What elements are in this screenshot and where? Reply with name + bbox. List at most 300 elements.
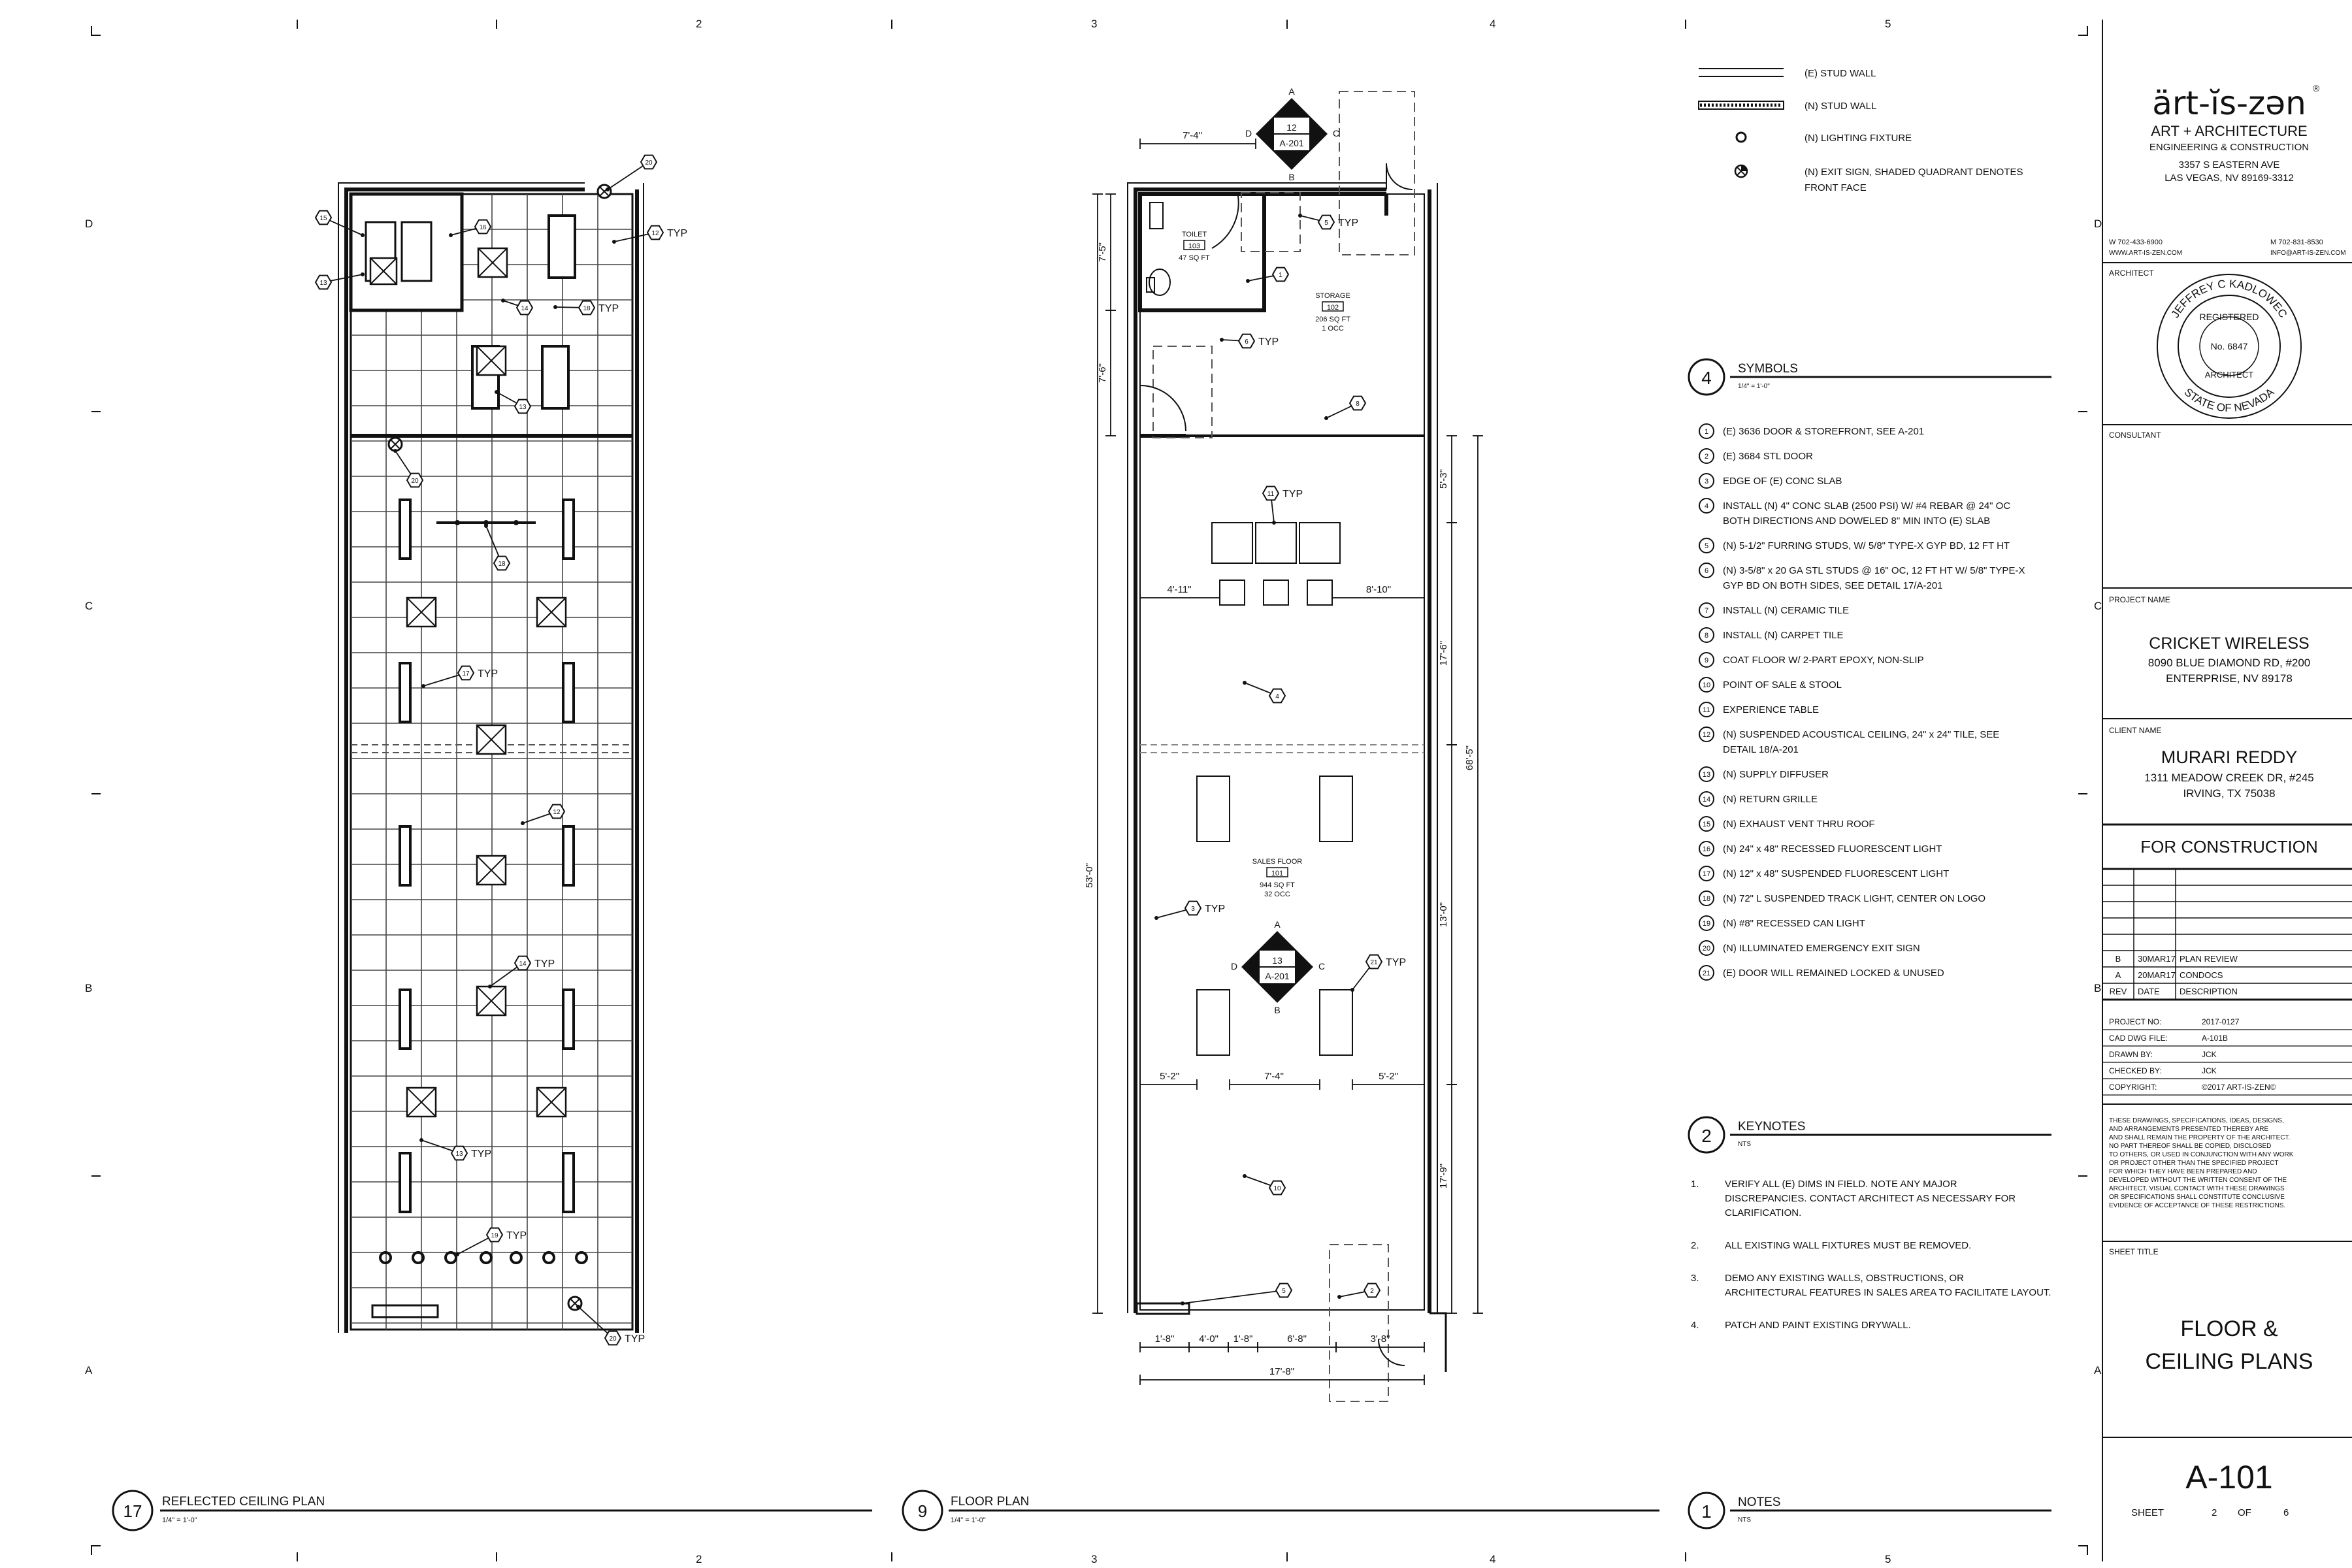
room-sales-floor (1252, 858, 1302, 898)
sheet-count-current: 2 (2212, 1507, 2217, 1518)
symbol-text: (E) DOOR WILL REMAINED LOCKED & UNUSED (1723, 968, 1944, 979)
recessed-light (549, 216, 575, 278)
keynote-number: 1. (1691, 1179, 1699, 1190)
keynote-text: ALL EXISTING WALL FIXTURES MUST BE REMOVED. (1725, 1240, 1972, 1251)
symbol-text: (N) EXHAUST VENT THRU ROOF (1723, 819, 1875, 830)
firm-logo-registered: ® (2313, 83, 2320, 93)
suspended-fluorescent-light (400, 500, 410, 559)
leader-dot (361, 233, 365, 237)
symbol-number: 5 (1704, 542, 1709, 550)
disclaimer-line: THESE DRAWINGS, SPECIFICATIONS, IDEAS, DESIGNS, (2109, 1117, 2284, 1124)
room-sales-occ: 32 OCC (1264, 890, 1290, 898)
architect-label: ARCHITECT (2109, 269, 2154, 278)
symbol-text: EXPERIENCE TABLE (1723, 704, 1819, 715)
callout-13-a: A (1274, 919, 1281, 930)
recessed-can-light (446, 1252, 456, 1263)
leader-dot (1181, 1301, 1184, 1305)
dim-tbl-left: 5'-2" (1160, 1071, 1179, 1082)
client-address1: 1311 MEADOW CREEK DR, #245 (2144, 772, 2314, 784)
suspended-fluorescent-light (563, 500, 574, 559)
firm-web: WWW.ART-IS-ZEN.COM (2109, 250, 2183, 257)
dim-pos-right: 8'-10" (1365, 584, 1392, 595)
floor-dimensions (1084, 130, 1483, 1385)
project-info (2102, 1017, 2352, 1095)
callout-12-a: A (1288, 86, 1295, 97)
ceiling-tag-num: 20 (609, 1335, 617, 1343)
symbol-number: 1 (1704, 428, 1709, 436)
ceiling-tag-num: 20 (645, 159, 653, 167)
seal-registered: REGISTERED (2199, 312, 2259, 322)
notes-title: NOTES (1738, 1495, 1781, 1509)
callout-12-top: 12 (1286, 122, 1297, 133)
symbol-number: 14 (1702, 796, 1711, 804)
legend-exit-sign-line2: FRONT FACE (1805, 182, 1867, 193)
symbol-text: EDGE OF (E) CONC SLAB (1723, 476, 1842, 487)
leader-dot (1243, 681, 1247, 685)
callout-12-d: D (1245, 128, 1252, 139)
rev-row-1-desc: PLAN REVIEW (2180, 954, 2238, 964)
ceiling-tag-num: 16 (479, 224, 487, 231)
symbol-text: (N) 24" x 48" RECESSED FLUORESCENT LIGHT (1723, 843, 1942, 855)
grid-number-bottom-5: 5 (1885, 1553, 1891, 1565)
legend-new-stud-wall: (N) STUD WALL (1805, 101, 1877, 112)
suspended-fluorescent-light (563, 1153, 574, 1212)
dim-top-width: 7'-4" (1183, 130, 1202, 141)
project-info-label: CHECKED BY: (2109, 1066, 2162, 1075)
keynote-text: DEMO ANY EXISTING WALLS, OBSTRUCTIONS, OR (1725, 1273, 1964, 1284)
elevation-callout-12 (1245, 86, 1339, 182)
recessed-can-light (576, 1252, 587, 1263)
floor-tag-num: 2 (1370, 1288, 1374, 1295)
leader-dot (1220, 338, 1224, 342)
dim-right-total: 68'-5" (1464, 745, 1475, 771)
leader-dot (1243, 1174, 1247, 1178)
floor-tags (1154, 214, 1406, 1305)
leader-dot (1272, 521, 1276, 525)
legend (1699, 68, 2023, 193)
symbol-number: 4 (1704, 502, 1709, 510)
disclaimer-line: TO OTHERS, OR USED IN CONJUNCTION WITH ANY WORK (2109, 1151, 2294, 1158)
project-info-value: A-101B (2202, 1034, 2229, 1043)
callout-12-b: B (1288, 172, 1295, 182)
room-sales-number: 101 (1271, 870, 1284, 877)
keynote-text: PATCH AND PAINT EXISTING DRYWALL. (1725, 1320, 1911, 1331)
symbol-number: 7 (1704, 607, 1709, 615)
leader-dot (612, 240, 616, 244)
rev-row-1-rev: B (2115, 954, 2121, 964)
floor-view-scale: 1/4" = 1'-0" (951, 1516, 986, 1524)
ceiling-tag-num: 18 (498, 561, 506, 568)
floor-tag-num: 6 (1245, 338, 1249, 346)
ceiling-tag-num: 17 (462, 670, 470, 678)
room-storage-area: 206 SQ FT (1315, 316, 1350, 323)
notes-number: 1 (1701, 1501, 1712, 1522)
room-storage-name: STORAGE (1315, 292, 1350, 300)
grid-letter-right-c: C (2094, 600, 2102, 612)
revisions-table (2102, 869, 2352, 1000)
dim-pos-left: 4'-11" (1167, 584, 1192, 595)
rev-header-date: DATE (2138, 987, 2160, 996)
dim-bottom-4: 6'-8" (1287, 1333, 1307, 1345)
floor-tag-num: 3 (1191, 906, 1195, 913)
grid-number-top-3: 3 (1091, 18, 1098, 30)
symbol-text: (N) RETURN GRILLE (1723, 794, 1818, 805)
dim-right-mid: 17'-6" (1438, 640, 1449, 666)
symbol-text: INSTALL (N) 4" CONC SLAB (2500 PSI) W/ #4 REBAR @ 24" OC (1723, 500, 2011, 512)
ceiling-tag-num: 12 (651, 230, 659, 237)
dim-bottom-2: 4'-0" (1199, 1333, 1218, 1345)
grid-letter-left-d: D (85, 218, 93, 230)
grid-letter-right-d: D (2094, 218, 2102, 230)
symbols-list (1699, 424, 2025, 980)
symbol-number: 8 (1704, 632, 1709, 640)
symbols-number: 4 (1701, 368, 1712, 388)
callout-12-c: C (1333, 128, 1340, 139)
firm-tagline2: ENGINEERING & CONSTRUCTION (2149, 142, 2310, 153)
sheet-count-label: SHEET (2131, 1507, 2164, 1518)
keynote-text: ARCHITECTURAL FEATURES IN SALES AREA TO FACILITATE LAYOUT. (1725, 1287, 2051, 1298)
ceiling-view-title-text: REFLECTED CEILING PLAN (162, 1495, 325, 1509)
symbol-text: DETAIL 18/A-201 (1723, 744, 1799, 755)
floor-tag-num: 21 (1370, 959, 1378, 966)
dim-storage-h: 7'-6" (1097, 363, 1108, 383)
symbol-number: 18 (1702, 895, 1711, 903)
project-info-value: ©2017 ART-IS-ZEN© (2202, 1083, 2276, 1092)
symbols-section (1689, 359, 2051, 980)
symbol-text: (N) ILLUMINATED EMERGENCY EXIT SIGN (1723, 943, 1920, 954)
symbol-text: INSTALL (N) CARPET TILE (1723, 630, 1844, 641)
ceiling-tag-num: 13 (455, 1151, 463, 1158)
project-info-value: 2017-0127 (2202, 1017, 2240, 1026)
disclaimer-line: NO PART THEREOF SHALL BE COPIED, DISCLOSED (2109, 1143, 2272, 1150)
dim-tbl-right: 5'-2" (1379, 1071, 1398, 1082)
keynote-text: CLARIFICATION. (1725, 1207, 1802, 1218)
firm-address2: LAS VEGAS, NV 89169-3312 (2164, 172, 2294, 184)
callout-12-bottom: A-201 (1279, 138, 1304, 148)
project-name-label: PROJECT NAME (2109, 595, 2170, 604)
sheet-title-label: SHEET TITLE (2109, 1247, 2159, 1256)
symbol-text: (N) 3-5/8" x 20 GA STL STUDS @ 16" OC, 12 FT HT W/ 5/8" TYPE-X (1723, 565, 2025, 576)
recessed-light (402, 222, 431, 281)
legend-ex-stud-wall: (E) STUD WALL (1805, 68, 1876, 79)
suspended-fluorescent-light (400, 1153, 410, 1212)
ceiling-tag-typ: TYP (471, 1149, 492, 1160)
symbol-text: (N) 5-1/2" FURRING STUDS, W/ 5/8" TYPE-X GYP BD, 12 FT HT (1723, 540, 2010, 551)
rev-header-desc: DESCRIPTION (2180, 987, 2238, 996)
symbol-number: 9 (1704, 657, 1709, 664)
suspended-fluorescent-light (400, 990, 410, 1049)
symbol-number: 6 (1704, 567, 1709, 575)
leader-dot (419, 1138, 423, 1142)
client-name: MURARI REDDY (2161, 747, 2298, 767)
ceiling-view-number: 17 (123, 1501, 142, 1521)
keynotes-section (1689, 1117, 2051, 1331)
recessed-can-light (511, 1252, 521, 1263)
firm-phone-m: M 702-831-8530 (2270, 238, 2323, 246)
dim-right-bot: 17'-9" (1438, 1163, 1449, 1189)
room-sales-area: 944 SQ FT (1260, 881, 1295, 889)
seal-state-path: STATE OF NEVADA (2181, 385, 2277, 415)
leader-dot (1324, 416, 1328, 420)
recessed-light (542, 346, 568, 408)
keynote-number: 4. (1691, 1320, 1699, 1331)
callout-13-d: D (1231, 961, 1238, 972)
grid-number-bottom-2: 2 (696, 1553, 702, 1565)
room-sales-name: SALES FLOOR (1252, 858, 1303, 866)
firm-phone-w: W 702-433-6900 (2109, 238, 2163, 246)
symbol-number: 17 (1702, 870, 1711, 878)
disclaimer-line: AND ARRANGEMENTS PRESENTED THEREBY ARE (2109, 1126, 2269, 1133)
callout-13-bottom: A-201 (1265, 971, 1290, 981)
floor-plan (1084, 91, 1483, 1401)
callout-13-c: C (1318, 961, 1326, 972)
symbol-number: 16 (1702, 845, 1711, 853)
grid-letter-right-a: A (2094, 1364, 2102, 1377)
dim-toilet-h: 7'-5" (1097, 242, 1108, 262)
firm-address1: 3357 S EASTERN AVE (2178, 159, 2280, 171)
dim-tbl-mid: 7'-4" (1264, 1071, 1284, 1082)
suspended-fluorescent-light (563, 826, 574, 885)
dim-bottom-5: 3'-8" (1370, 1333, 1390, 1345)
ceiling-tag-num: 13 (519, 404, 527, 411)
suspended-fluorescent-light (400, 826, 410, 885)
sheet-title-line1: FLOOR & (2180, 1316, 2278, 1341)
floor-tag-num: 5 (1324, 220, 1328, 227)
floor-tag-num: 5 (1282, 1288, 1286, 1295)
recessed-can-light (481, 1252, 491, 1263)
ceiling-tag-num: 13 (319, 280, 327, 287)
rev-row-1-date: 30MAR17 (2138, 954, 2176, 964)
symbol-text: (E) 3636 DOOR & STOREFRONT, SEE A-201 (1723, 426, 1925, 437)
floor-tag-num: 1 (1279, 272, 1282, 279)
ceiling-view-scale: 1/4" = 1'-0" (162, 1516, 197, 1524)
floor-tag-num: 8 (1356, 400, 1360, 408)
symbol-text: (N) #8" RECESSED CAN LIGHT (1723, 918, 1865, 929)
dim-bottom-3: 1'-8" (1233, 1333, 1253, 1345)
ceiling-tag-typ: TYP (667, 228, 688, 239)
keynote-number: 2. (1691, 1240, 1699, 1251)
sheet-count-of: OF (2238, 1507, 2251, 1518)
suspended-fluorescent-light (563, 663, 574, 722)
disclaimer-line: DEVELOPED WITHOUT THE WRITTEN CONSENT OF THE (2109, 1177, 2287, 1184)
room-toilet-area: 47 SQ FT (1179, 254, 1210, 262)
dim-bottom-1: 1'-8" (1154, 1333, 1175, 1345)
symbol-text: INSTALL (N) CERAMIC TILE (1723, 605, 1850, 616)
leader-dot (1154, 916, 1158, 920)
disclaimer-line: FOR WHICH THEY HAVE BEEN PREPARED AND (2109, 1168, 2257, 1175)
recessed-can-light (544, 1252, 554, 1263)
project-address2: ENTERPRISE, NV 89178 (2166, 672, 2293, 685)
project-info-label: COPYRIGHT: (2109, 1083, 2157, 1092)
track-light-head (514, 520, 519, 525)
firm-email: INFO@ART-IS-ZEN.COM (2270, 250, 2346, 257)
leader-dot (449, 233, 453, 237)
room-storage-occ: 1 OCC (1322, 325, 1344, 333)
room-toilet-name: TOILET (1181, 231, 1207, 238)
ceiling-tag-typ: TYP (598, 303, 619, 314)
disclaimer-line: OR SPECIFICATIONS SHALL CONSTITUTE CONCLUSIVE (2109, 1194, 2285, 1201)
leader-dot (553, 305, 557, 309)
dim-right-top: 5'-3" (1438, 469, 1449, 489)
project-info-label: PROJECT NO: (2109, 1017, 2162, 1026)
grid-letter-left-b: B (85, 982, 93, 994)
disclaimer-line: ARCHITECT. VISUAL CONTACT WITH THESE DRAWINGS (2109, 1185, 2285, 1192)
leader-dot (421, 684, 425, 688)
sheet-title-line2: CEILING PLANS (2145, 1349, 2313, 1374)
symbol-text: COAT FLOOR W/ 2-PART EPOXY, NON-SLIP (1723, 655, 1924, 666)
client-address2: IRVING, TX 75038 (2183, 787, 2276, 800)
symbols-title: SYMBOLS (1738, 362, 1798, 376)
ceiling-tag-num: 14 (519, 960, 527, 968)
symbol-text: POINT OF SALE & STOOL (1723, 679, 1842, 691)
floor-tag-typ: TYP (1338, 218, 1359, 229)
room-storage (1315, 292, 1350, 333)
project-address1: 8090 BLUE DIAMOND RD, #200 (2148, 657, 2311, 669)
grid-letter-right-b: B (2094, 982, 2102, 994)
floor-view-title-text: FLOOR PLAN (951, 1495, 1030, 1509)
rev-row-2-rev: A (2115, 970, 2121, 980)
firm-tagline: ART + ARCHITECTURE (2151, 123, 2308, 139)
leader-dot (455, 1252, 459, 1256)
symbol-number: 19 (1702, 920, 1711, 928)
ceiling-fixtures (366, 185, 611, 1310)
elevation-callout-13 (1231, 919, 1325, 1015)
dim-right-13: 13'-0" (1438, 902, 1449, 928)
grid-number-top-4: 4 (1490, 18, 1496, 30)
notes-section (1689, 1493, 2051, 1528)
seal-name-path: JEFFREY C KADLOWEC (2168, 277, 2290, 320)
recessed-can-light (380, 1252, 391, 1263)
keynote-number: 3. (1691, 1273, 1699, 1284)
leader-dot (576, 1305, 580, 1309)
ceiling-tag-typ: TYP (534, 958, 555, 970)
suspended-fluorescent-light (400, 663, 410, 722)
leader-dot (1298, 214, 1302, 218)
symbol-text: (N) SUSPENDED ACOUSTICAL CEILING, 24" x 24" TILE, SEE (1723, 729, 2000, 740)
symbol-number: 10 (1702, 681, 1711, 689)
grid-letter-left-a: A (85, 1364, 93, 1377)
sheet-count-total: 6 (2283, 1507, 2289, 1518)
keynote-text: VERIFY ALL (E) DIMS IN FIELD. NOTE ANY MAJOR (1725, 1179, 1957, 1190)
dim-bottom-total: 17'-8" (1269, 1366, 1295, 1377)
ceiling-tag-num: 15 (319, 215, 327, 222)
floor-tag-typ: TYP (1258, 336, 1279, 348)
reflected-ceiling-plan (316, 155, 687, 1345)
leader-dot (484, 524, 488, 528)
legend-exit-sign: (N) EXIT SIGN, SHADED QUADRANT DENOTES (1805, 167, 2023, 178)
callout-13-top: 13 (1272, 955, 1282, 966)
dim-overall-h: 53'-0" (1084, 862, 1095, 889)
leader-dot (1246, 279, 1250, 283)
sheet-number: A-101 (2185, 1459, 2273, 1495)
symbols-scale: 1/4" = 1'-0" (1738, 383, 1770, 390)
ceiling-tag-typ: TYP (506, 1230, 527, 1241)
ceiling-tag-num: 14 (521, 305, 529, 312)
keynotes-list (1691, 1179, 2051, 1331)
grid-number-top-5: 5 (1885, 18, 1891, 30)
symbol-text: (N) SUPPLY DIFFUSER (1723, 769, 1829, 780)
symbol-text: BOTH DIRECTIONS AND DOWELED 8" MIN INTO (E) SLAB (1723, 515, 1991, 527)
rev-row-2-desc: CONDOCS (2180, 970, 2223, 980)
keynotes-title: KEYNOTES (1738, 1120, 1806, 1134)
ceiling-tag-typ: TYP (625, 1333, 645, 1345)
leader-dot (393, 449, 397, 453)
rev-header-rev: REV (2109, 987, 2127, 996)
title-block (2102, 20, 2352, 1561)
ceiling-tag-typ: TYP (478, 668, 498, 679)
project-info-value: JCK (2202, 1066, 2217, 1075)
seal-role: ARCHITECT (2204, 370, 2254, 380)
project-info-label: DRAWN BY: (2109, 1050, 2153, 1059)
project-name: CRICKET WIRELESS (2149, 634, 2310, 653)
project-info-value: JCK (2202, 1050, 2217, 1059)
leader-dot (521, 821, 525, 825)
grid-number-bottom-4: 4 (1490, 1553, 1496, 1565)
architect-seal (2157, 274, 2301, 418)
symbol-text: GYP BD ON BOTH SIDES, SEE DETAIL 17/A-201 (1723, 580, 1943, 591)
keynote-text: DISCREPANCIES. CONTACT ARCHITECT AS NECESSARY FOR (1725, 1193, 2016, 1204)
disclaimer-line: OR PROJECT OTHER THAN THE SPECIFIED PROJECT (2109, 1160, 2279, 1167)
keynotes-number: 2 (1701, 1126, 1712, 1146)
leader-dot (1350, 988, 1354, 992)
track-light-head (455, 520, 460, 525)
room-storage-number: 102 (1326, 304, 1339, 312)
firm-logo: ärt-ĭs-zən (2152, 84, 2306, 122)
callout-13-b: B (1274, 1005, 1281, 1015)
symbol-number: 13 (1702, 771, 1711, 779)
leader-dot (361, 272, 365, 276)
symbol-number: 12 (1702, 731, 1711, 739)
floor-tag-num: 10 (1273, 1185, 1281, 1192)
disclaimer-line: AND SHALL REMAIN THE PROPERTY OF THE ARCHITECT. (2109, 1134, 2291, 1141)
ceiling-tag-num: 19 (491, 1232, 498, 1239)
floor-tag-num: 4 (1275, 693, 1279, 700)
disclaimer (2109, 1117, 2294, 1209)
leader-dot (495, 390, 498, 394)
floor-view-title (903, 1491, 1659, 1530)
legend-lighting-fixture: (N) LIGHTING FIXTURE (1805, 133, 1912, 144)
symbol-text: (N) 72" L SUSPENDED TRACK LIGHT, CENTER ON LOGO (1723, 893, 1986, 904)
suspended-fluorescent-light (563, 990, 574, 1049)
keynotes-scale: NTS (1738, 1141, 1751, 1148)
symbol-text: (N) 12" x 48" SUSPENDED FLUORESCENT LIGHT (1723, 868, 1950, 879)
leader-dot (1337, 1295, 1341, 1299)
grid-number-bottom-3: 3 (1091, 1553, 1098, 1565)
symbol-number: 2 (1704, 453, 1709, 461)
ceiling-tag-num: 18 (583, 305, 591, 312)
symbol-number: 21 (1702, 970, 1711, 977)
disclaimer-line: EVIDENCE OF ACCEPTANCE OF THESE RESTRICTIONS. (2109, 1202, 2286, 1209)
room-toilet (1179, 231, 1210, 262)
ceiling-tag-num: 12 (553, 809, 561, 816)
rev-row-2-date: 20MAR17 (2138, 970, 2176, 980)
leader-dot (501, 299, 505, 302)
symbol-number: 3 (1704, 478, 1709, 485)
leader-dot (606, 188, 610, 191)
floor-tag-typ: TYP (1205, 904, 1226, 915)
seal-number: No. 6847 (2210, 341, 2248, 351)
ceiling-view-title (113, 1491, 872, 1530)
symbol-number: 15 (1702, 821, 1711, 828)
ceiling-tag-num: 20 (411, 478, 419, 485)
floor-tag-num: 11 (1267, 491, 1275, 498)
status-text: FOR CONSTRUCTION (2140, 837, 2318, 857)
notes-scale: NTS (1738, 1516, 1751, 1524)
project-info-label: CAD DWG FILE: (2109, 1034, 2168, 1043)
symbol-text: (E) 3684 STL DOOR (1723, 451, 1813, 462)
grid-letter-left-c: C (85, 600, 93, 612)
symbol-number: 11 (1703, 706, 1710, 714)
